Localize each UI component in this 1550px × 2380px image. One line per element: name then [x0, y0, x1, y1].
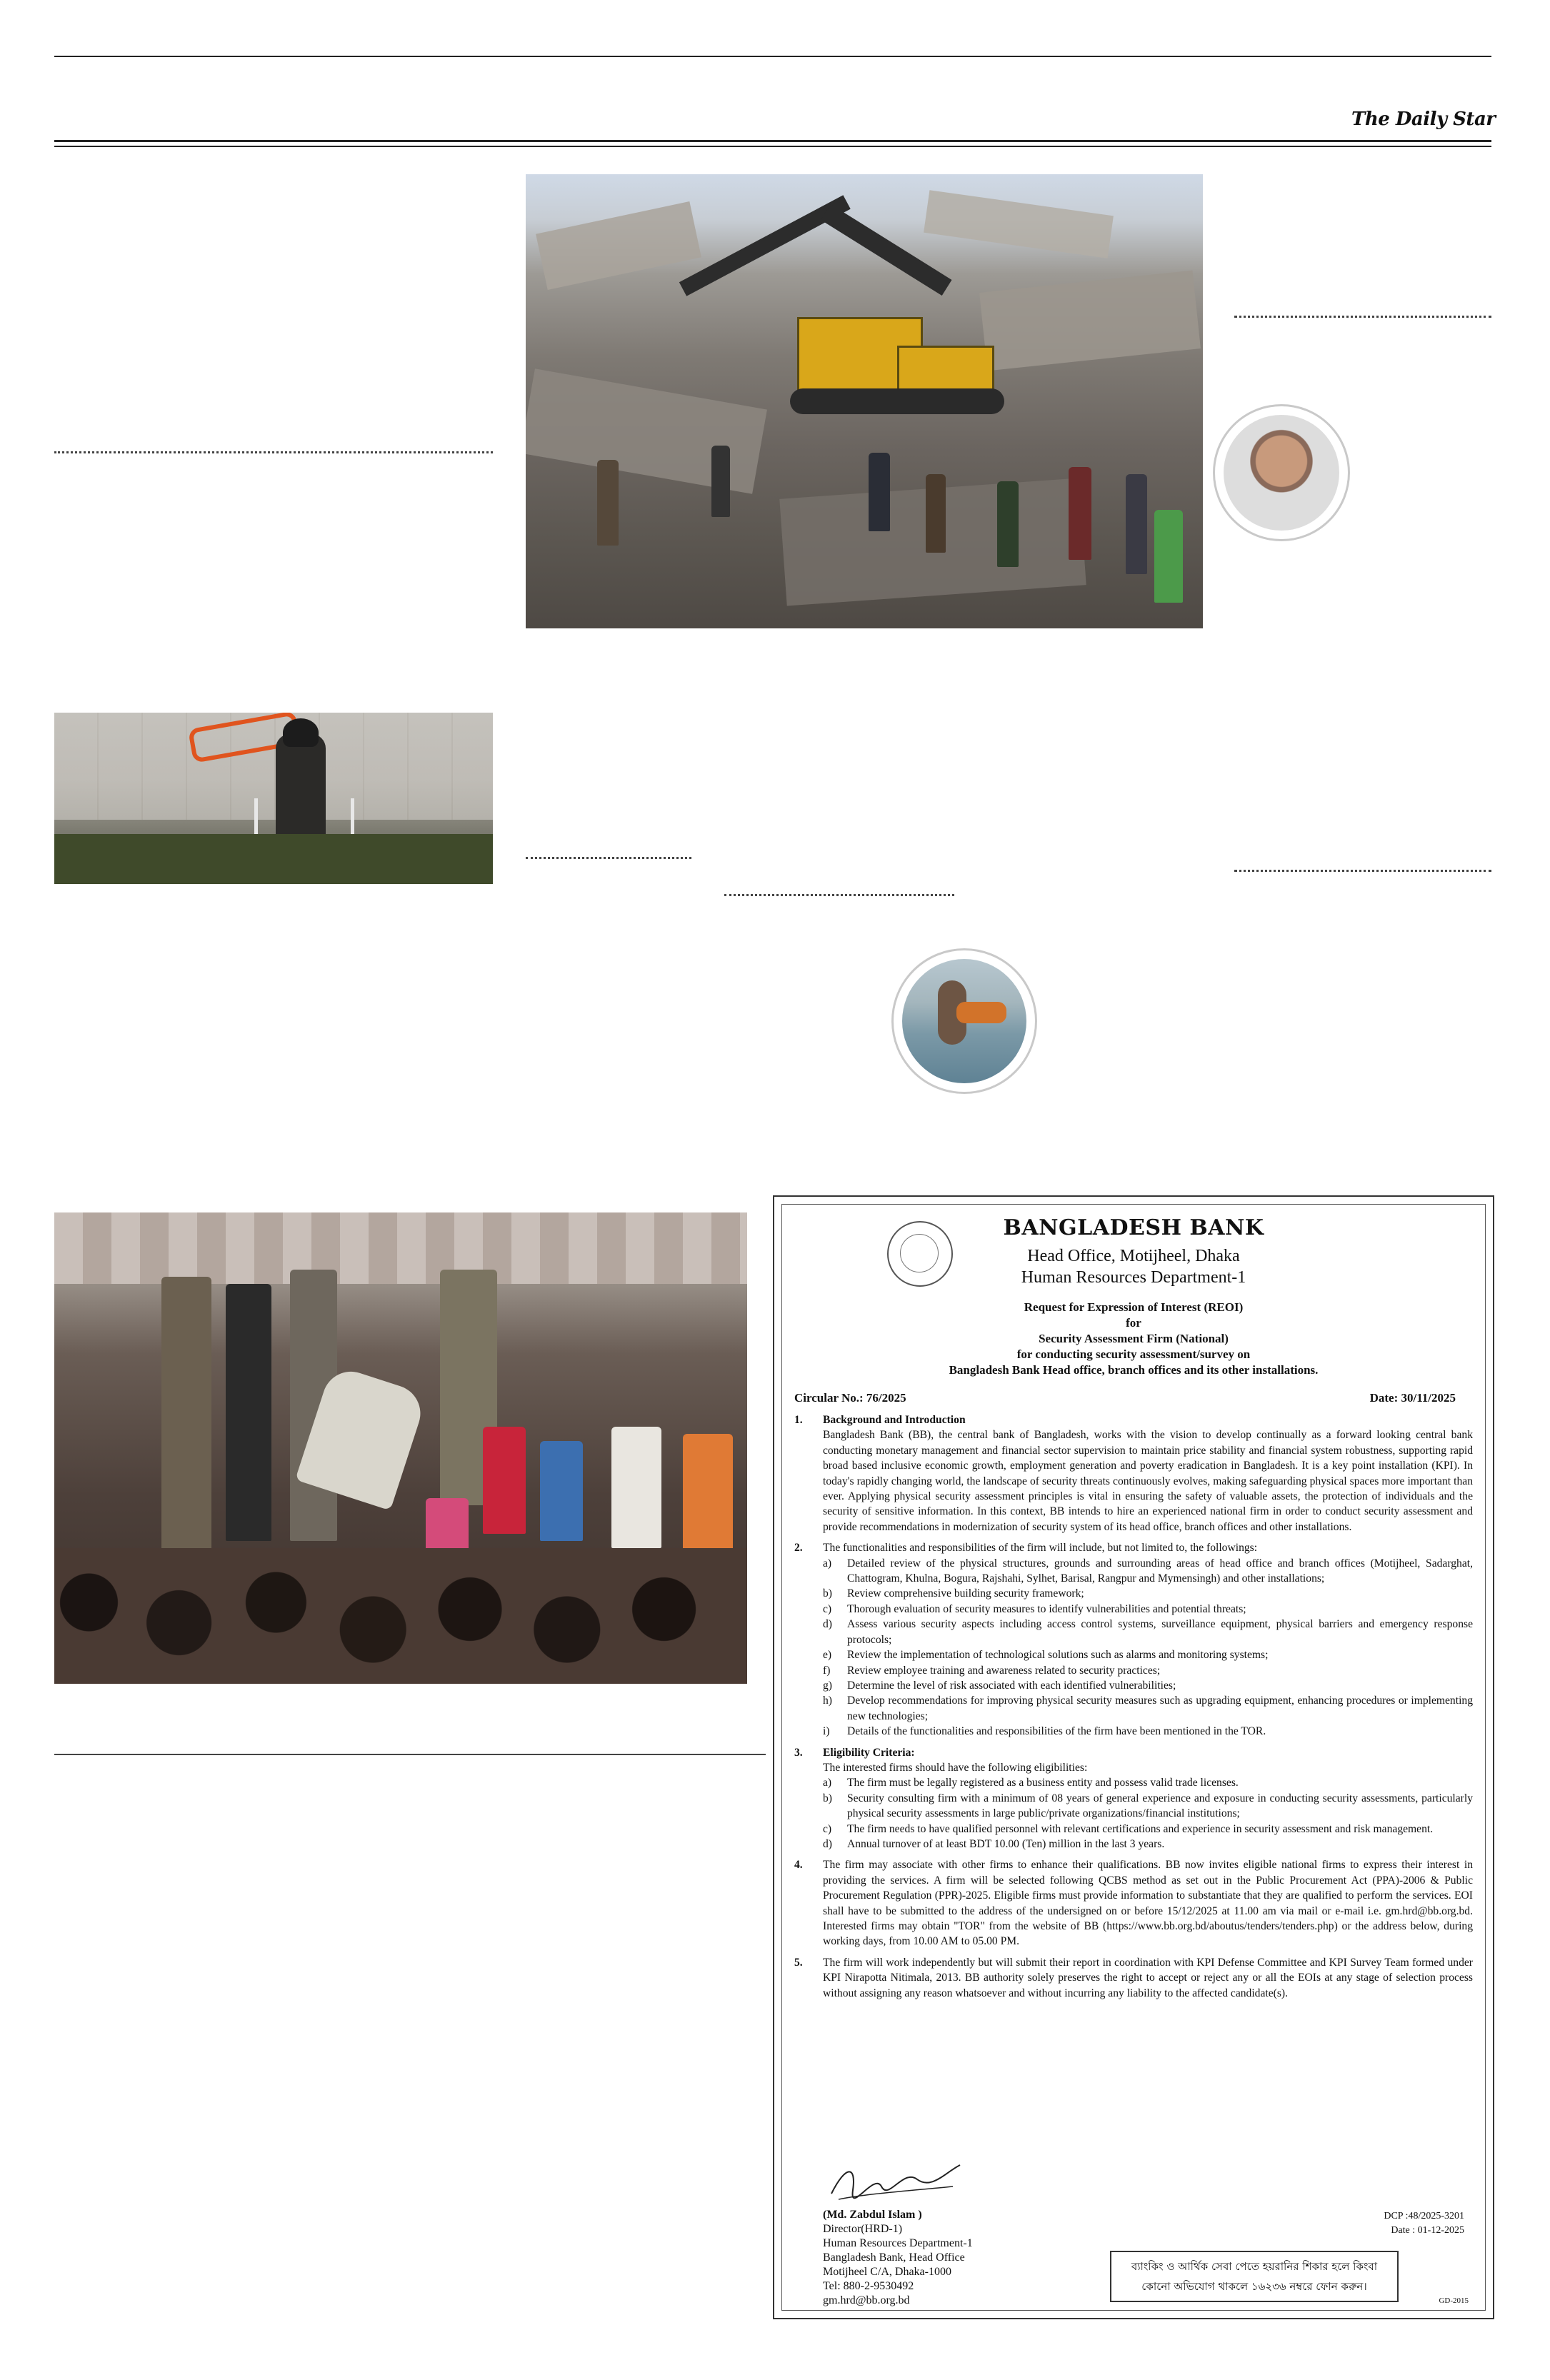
rescue-photo	[54, 713, 493, 884]
list-item: b) Review comprehensive building security framework;	[823, 1587, 1084, 1600]
list-item: d) Annual turnover of at least BDT 10.00 (Ten) million in the last 3 years.	[823, 1837, 1165, 1850]
list-item: b) Security consulting firm with a minimum of 08 years of general experience and exposure in conducting security assessments, particularly physical security assessments in large public/private organizations/financial institutions;	[823, 1792, 1473, 1820]
section-text: The firm will work independently but will submit their report in coordination with KPI Defense Committee and KPI Survey Team formed under KPI Nirapotta Nitimala, 2013. BB authority solely preserves the right to accept or reject any or all the EOIs at any stage of selection process without assigning any reason whatsoever and without incurring any liability to the affected candidate(s).	[823, 1956, 1473, 1999]
circular-number: Circular No.: 76/2025	[794, 1391, 906, 1405]
dcp-date: Date : 01-12-2025	[1391, 2225, 1464, 2236]
child	[611, 1427, 661, 1548]
signatory-tel: Tel: 880-2-9530492	[823, 2280, 914, 2292]
person	[1069, 467, 1091, 560]
hotline-line-1: ব্যাংকিং ও আর্থিক সেবা পেতে হয়রানির শিকার হলে কিংবা	[1131, 2260, 1378, 2273]
debris	[924, 190, 1114, 258]
portrait-circle	[1213, 404, 1350, 541]
rubble-photo	[526, 174, 1203, 628]
section-2	[794, 1540, 1473, 1739]
signature	[824, 2158, 967, 2208]
reoi-title: Request for Expression of Interest (REOI)	[1024, 1300, 1244, 1314]
list-item: a) The firm must be legally registered as a business entity and possess valid trade licenses.	[823, 1777, 1239, 1789]
signatory-dept: Human Resources Department-1	[823, 2237, 973, 2249]
list-item: c) Thorough evaluation of security measures to identify vulnerabilities and potential threats;	[823, 1602, 1246, 1615]
child	[540, 1441, 583, 1541]
list-item: h) Develop recommendations for improving physical security measures such as upgrading equipment, enhancing procedures or implementing new technologies;	[823, 1694, 1473, 1722]
section-text: Bangladesh Bank (BB), the central bank of Bangladesh, works with the vision to develop continually as a forward looking central bank conducting monetary management and financial sector supervision to maintain price stability and financial system robustness, supporting rapid broad based inclusive economic growth, employment generation and poverty eradication in Bangladesh. It is a key point installation (KPI). In today's rapidly changing world, the landscape of security threats continuously evolves, making safeguarding physical spaces more important than ever. Applying physical security assessment principles is vital in ensuring the safety of valuable assets, the protection of individuals and the security of sensitive information. In this context, BB intends to hire an experienced national firm in order to conduct security assessment and provide recommendations in modernization of security system of its head office, branch offices and other installations.	[823, 1429, 1473, 1533]
top-rule	[54, 56, 1491, 57]
man-portrait	[1224, 415, 1339, 531]
left-divider	[54, 451, 493, 453]
section-number: 3.	[794, 1746, 803, 1759]
curtain	[54, 1212, 747, 1284]
guard	[226, 1284, 271, 1541]
crowd-heads	[54, 1548, 747, 1684]
complaint-hotline-box	[1110, 2251, 1399, 2302]
section-number: 5.	[794, 1956, 803, 1969]
newspaper-logo: The Daily Star	[1351, 109, 1496, 130]
debris	[536, 201, 701, 290]
section-title: Eligibility Criteria:	[823, 1746, 915, 1759]
list-item: f) Review employee training and awareness related to security practices;	[823, 1664, 1161, 1677]
flood-rescue	[902, 959, 1026, 1083]
guard	[161, 1277, 211, 1555]
excavator-arm	[679, 195, 851, 296]
circular-date: Date: 30/11/2025	[1369, 1391, 1456, 1405]
ad-body	[794, 1412, 1473, 2007]
signatory-name: (Md. Zabdul Islam )	[823, 2209, 922, 2221]
helmet	[283, 718, 319, 747]
reoi-scope: Bangladesh Bank Head office, branch offices and its other installations.	[949, 1363, 1319, 1377]
child	[483, 1427, 526, 1534]
hotline-line-2: কোনো অভিযোগ থাকলে ১৬২৩৬ নম্বরে ফোন করুন।	[1141, 2280, 1367, 2293]
signatory-block	[823, 2208, 973, 2308]
list-item: d) Assess various security aspects including access control systems, surveillance equipment, physical barriers and emergency response protocols;	[823, 1618, 1473, 1646]
section-text: The firm may associate with other firms to enhance their qualifications. BB now invites eligible national firms to express their interest in providing the services. A firm will be selected following QCBS method as set out in the Public Procurement Act (PPA)-2006 & Public Procurement Regulation (PPR)-2025. Eligible firms must provide information to substantiate that they are qualified to perform the services. EOI shall have to be submitted to the address of the undersigned on or before 15/12/2025 at 11.00 am via mail or e-mail i.e. gm.hrd@bb.org.bd. Interested firms may obtain "TOR" from the website of BB (https://www.bb.org.bd/aboutus/tenders/tenders.php) or the address below, during working days, from 10.00 AM to 05.00 PM.	[823, 1859, 1473, 1948]
list-item: i) Details of the functionalities and responsibilities of the firm have been mentioned in the TOR.	[823, 1725, 1266, 1738]
person	[997, 481, 1019, 567]
signatory-email: gm.hrd@bb.org.bd	[823, 2294, 910, 2306]
flood-circle	[891, 948, 1037, 1094]
section-title: The functionalities and responsibilities of the firm will include, but not limited to, the followings:	[823, 1542, 1258, 1555]
reoi-for: for	[1126, 1316, 1141, 1330]
debris	[979, 271, 1201, 371]
reoi-purpose: for conducting security assessment/survey on	[1016, 1347, 1251, 1361]
section-number: 2.	[794, 1542, 803, 1555]
section-1	[794, 1412, 1473, 1535]
section-number: 1.	[794, 1414, 803, 1426]
section-4	[794, 1857, 1473, 1949]
section-2-list	[823, 1556, 1473, 1739]
ad-code: GD-2015	[1439, 2296, 1469, 2305]
center-divider-2	[724, 894, 954, 896]
bank-office: Head Office, Motijheel, Dhaka	[1027, 1247, 1240, 1265]
bank-department: Human Resources Department-1	[1021, 1268, 1246, 1287]
ground	[54, 834, 493, 884]
list-item: g) Determine the level of risk associated with each identified vulnerabilities;	[823, 1679, 1176, 1692]
masthead-rule-1	[54, 140, 1491, 142]
person	[1154, 510, 1183, 603]
signatory-office: Bangladesh Bank, Head Office	[823, 2251, 965, 2264]
bank-name: BANGLADESH BANK	[1003, 1215, 1264, 1240]
person	[1126, 474, 1147, 574]
section-number: 4.	[794, 1859, 803, 1872]
person	[926, 474, 946, 553]
list-item: e) Review the implementation of technological solutions such as alarms and monitoring systems;	[823, 1649, 1269, 1662]
reoi-firm: Security Assessment Firm (National)	[1039, 1332, 1229, 1345]
masthead-rule-2	[54, 146, 1491, 147]
dcp-number: DCP :48/2025-3201	[1384, 2211, 1464, 2221]
person	[711, 446, 730, 517]
section-title: Background and Introduction	[823, 1414, 966, 1426]
right-divider-bottom	[1234, 870, 1491, 872]
list-item: a) Detailed review of the physical structures, grounds and surrounding areas of head office and branch offices (Motijheel, Sadarghat, Chattogram, Khulna, Bogura, Rajshahi, Sylhet, Barisal, Rangpur and Mymensingh) and other installations;	[823, 1557, 1473, 1585]
signatory-address: Motijheel C/A, Dhaka-1000	[823, 2266, 951, 2278]
section-intro: The interested firms should have the following eligibilities:	[823, 1761, 1088, 1774]
bank-advertisement	[773, 1195, 1494, 2319]
crowd-photo	[54, 1212, 747, 1684]
section-3	[794, 1745, 1473, 1852]
rescued-person	[956, 1002, 1006, 1023]
person	[597, 460, 619, 546]
excavator-tracks	[790, 388, 1004, 414]
right-divider-top	[1234, 316, 1491, 318]
center-divider-1	[526, 857, 691, 859]
person	[869, 453, 890, 531]
list-item: c) The firm needs to have qualified personnel with relevant certifications and experience in security assessment and risk management.	[823, 1822, 1434, 1835]
signatory-title: Director(HRD-1)	[823, 2223, 903, 2235]
section-5	[794, 1955, 1473, 2001]
lower-left-rule	[54, 1754, 766, 1755]
debris	[526, 368, 767, 493]
